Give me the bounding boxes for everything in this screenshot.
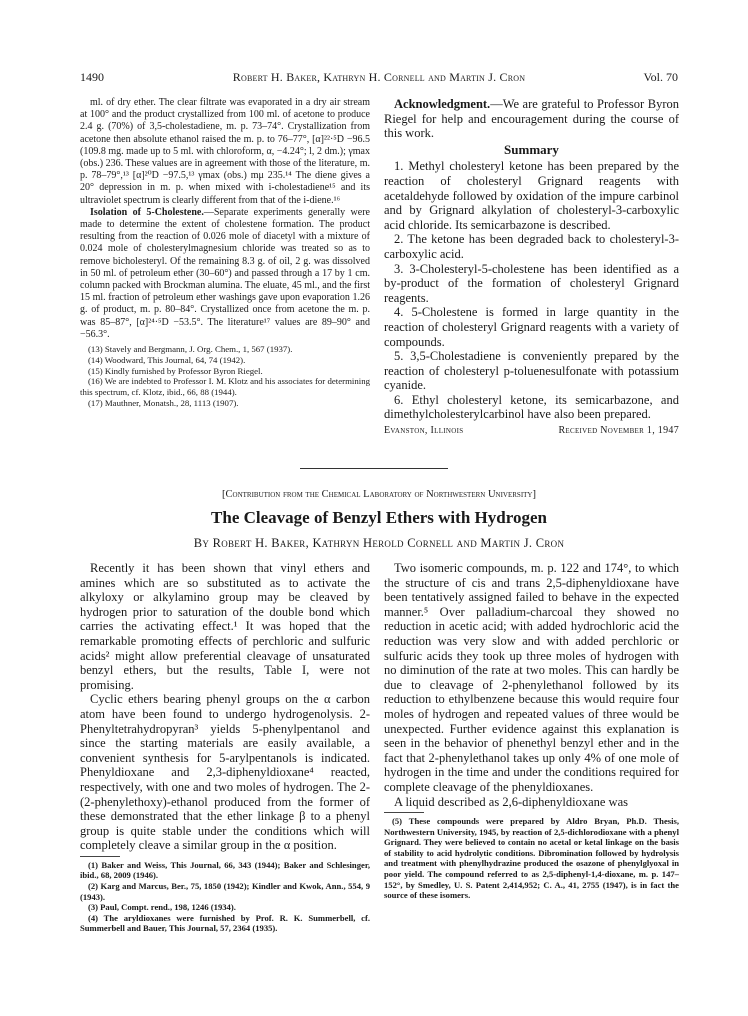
footnote-14: (14) Woodward, This Journal, 64, 74 (1942).: [88, 354, 246, 365]
volume-label: Vol. 70: [643, 70, 678, 84]
summary-item: 5. 3,5-Cholestadiene is conveniently prepared by the reaction of cholesteryl p-toluenesulfonate with potassium cyanide.: [384, 349, 679, 393]
contribution-line: [Contribution from the Chemical Laboratory of Northwestern University]: [222, 489, 536, 500]
acknowledgment-label: Acknowledgment.: [394, 97, 491, 111]
experimental-paragraph: ml. of dry ether. The clear filtrate was evaporated in a dry air stream at 100° and the product crystallized from 100 ml. of acetone to produce 2.4 g. (70%) of 3,5-cholestadiene, m. p. 73–74°. Crystallization from acetone then absolute ethanol raised the m. p. to 76–77°, [α]²²·⁵D −96.5 (109.8 mg. made up to 5 ml. with chloroform, α, −4.24°; l, 2 dm.); γmax (obs.) 236. These values are in agreement with those of the literature, m. p. 78–79°,¹³ [α]²⁰D −97.5,¹³ γmax (obs.) mμ 235.¹⁴ The diene gives a 20° depression in m. p. when mixed with i-cholestadiene¹⁵ and its ultraviolet spectrum is clearly different from that of the i-diene.¹⁶: [80, 97, 370, 206]
summary-item: 6. Ethyl cholesteryl ketone, its semicarbazone, and dimethylcholesterylcarbinol have also been prepared.: [384, 392, 679, 422]
acknowledgment-text: —We are grateful to Professor Byron Riegel for help and encouragement during the course of this work.: [384, 97, 679, 141]
footnote-separator: [80, 856, 120, 857]
liquid-paragraph: A liquid described as 2,6-diphenyldioxane was: [394, 794, 628, 809]
footnotes-upper-left: [80, 344, 370, 409]
footnote-5: (5) These compounds were prepared by Aldro Bryan, Ph.D. Thesis, Northwestern University, 1945, by reaction of 2,5-dichlorodioxane with a phenyl Grignard. They were believed to contain no acetal or ketal linkage on the basis of stability to acid hydrolytic conditions. Dibromination followed by hydrolysis and treatment with phenylhydrazine produced the osazone of phenylglyoxal in poor yield. The compound referred to as 2,5-diphenyl-1,4-dioxane, m. p. 147–152°, by Smedley, U. S. Patent 2,414,952; C. A., 41, 2755 (1947), is in fact the source of these isomers.: [384, 816, 679, 901]
received-date: Received November 1, 1947: [558, 425, 679, 437]
page-number: 1490: [80, 70, 104, 84]
footnotes-lower-right: [384, 816, 679, 901]
running-header: [80, 70, 678, 86]
upper-right-column: [384, 97, 679, 453]
lower-left-column: [80, 561, 370, 941]
footnote-3: (3) Paul, Compt. rend., 198, 1246 (1934).: [88, 902, 236, 913]
isolation-text: —Separate experiments generally were made to determine the extent of cholestene formation. The product resulting from the reaction of 0.026 mole of diacetyl with a mixture of 0.024 mole of cholesterylmagnesium chloride was treated so as to remove bicholesteryl. Of the remaining 8.3 g. of oil, 2 g. was dissolved in 50 ml. of petroleum ether (30–60°) and passed through a 17 by 1 cm. column packed with Brockman alumina. The eluate, 45 ml., and the first 15 ml. fraction of petroleum ether washings gave upon evaporation 1.26 g. of product, m. p. 80–84°. Crystallized once from acetone the m. p. was 85–87°, [α]²⁴·⁵D −53.5°. The literature¹⁷ values are 89–90° and −56.3°.: [80, 206, 370, 340]
footnote-13: (13) Stavely and Bergmann, J. Org. Chem., 1, 567 (1937).: [88, 344, 293, 355]
footnote-16: (16) We are indebted to Professor I. M. Klotz and his associates for determining this spectrum, cf. Klotz, ibid., 66, 88 (1944).: [80, 376, 370, 398]
isolation-paragraph: [80, 207, 370, 341]
cyclic-ethers-paragraph: Cyclic ethers bearing phenyl groups on the α carbon atom have been found to undergo hydrogenolysis. 2-Phenyltetrahydropyran³ yields 5-phenylpentanol and since the starting materials are easily available, a convenient synthesis for 5-arylpentanols is indicated. Phenyldioxane and 2,3-diphenyldioxane⁴ reacted, respectively, with one and two moles of hydrogen. The 2-(2-phenylethoxy)-ethanol produced from the former of these demonstrated that the ether linkage β to a phenyl group is quite stable under the conditions which will completely cleave a similar group in the α position.: [80, 692, 370, 853]
running-title: Robert H. Baker, Kathryn H. Cornell and Martin J. Cron: [232, 70, 526, 84]
place-label: Evanston, Illinois: [384, 425, 464, 437]
footnote-separator: [384, 812, 424, 813]
footnote-2: (2) Karg and Marcus, Ber., 75, 1850 (1942); Kindler and Kwok, Ann., 554, 9 (1943).: [80, 881, 370, 902]
summary-heading: Summary: [504, 141, 559, 157]
intro-paragraph: Recently it has been shown that vinyl ethers and amines which are so substituted as to activate the alkyloxy or alkylamino group may be cleaved by hydrogen prior to saturation of the double bond which carries the activating effect.¹ It was hoped that the remarkable promoting effects of perchloric and sulfuric acids² might allow preferential cleavage of unsaturated benzyl ethers, but the results, Table I, were not promising.: [80, 561, 370, 692]
article-byline: By Robert H. Baker, Kathryn Herold Cornell and Martin J. Cron: [193, 536, 565, 550]
footnote-15: (15) Kindly furnished by Professor Byron Riegel.: [88, 365, 263, 376]
isolation-heading: Isolation of 5-Cholestene.: [90, 206, 204, 218]
lower-right-column: [384, 561, 679, 941]
footnote-4: (4) The aryldioxanes were furnished by Prof. R. K. Summerbell, cf. Summerbell and Bauer, This Journal, 57, 2364 (1935).: [80, 912, 370, 934]
footnote-1: (1) Baker and Weiss, This Journal, 66, 343 (1944); Baker and Schlesinger, ibid., 68, 2009 (1946).: [80, 859, 370, 881]
summary-item: 3. 3-Cholesteryl-5-cholestene has been identified as a by-product of the formation of cholesteryl Grignard reagents.: [384, 261, 679, 305]
dateline: [384, 424, 679, 439]
article-title: The Cleavage of Benzyl Ethers with Hydrogen: [211, 508, 547, 527]
acknowledgment-paragraph: [384, 97, 679, 141]
summary-item: 4. 5-Cholestene is formed in large quantity in the reaction of cholesteryl Grignard reagents with a variety of compounds.: [384, 305, 679, 349]
article-divider: [300, 468, 448, 469]
summary-item: 2. The ketone has been degraded back to cholesteryl-3-carboxylic acid.: [384, 232, 679, 261]
upper-left-column: [80, 97, 370, 449]
summary-item: 1. Methyl cholesteryl ketone has been prepared by the reaction of cholesteryl Grignard reagents with acetaldehyde followed by oxidation of the impure carbinol and by Grignard alkylation of cholesteryl-3-carboxylic acid chloride. Its semicarbazone is described.: [384, 159, 679, 232]
footnotes-lower-left: [80, 860, 370, 934]
isomer-paragraph: Two isomeric compounds, m. p. 122 and 174°, to which the structure of cis and trans 2,5-diphenyldioxane have been tentatively assigned failed to behave in the expected manner.⁵ Over palladium-charcoal they showed no reduction in acetic acid; with added hydrochloric acid the reduction was very slow and with added perchloric or sulfuric acids they took up three moles of hydrogen with no diminution of the rate at two moles. This can hardly be due to cleavage of 2-phenylethanol followed by its reduction to ethylbenzene because this would require four moles of hydrogen and repeated values of three would be unexpected. Further evidence against this explanation is seen in the behavior of phenethyl benzyl ether and in the fact that 2-phenylethanol takes up only 4% of one mole of hydrogen in the time and under the conditions required for complete cleavage of the phenyldioxanes.: [384, 561, 679, 794]
footnote-17: (17) Mauthner, Monatsh., 28, 1113 (1907).: [88, 398, 239, 409]
